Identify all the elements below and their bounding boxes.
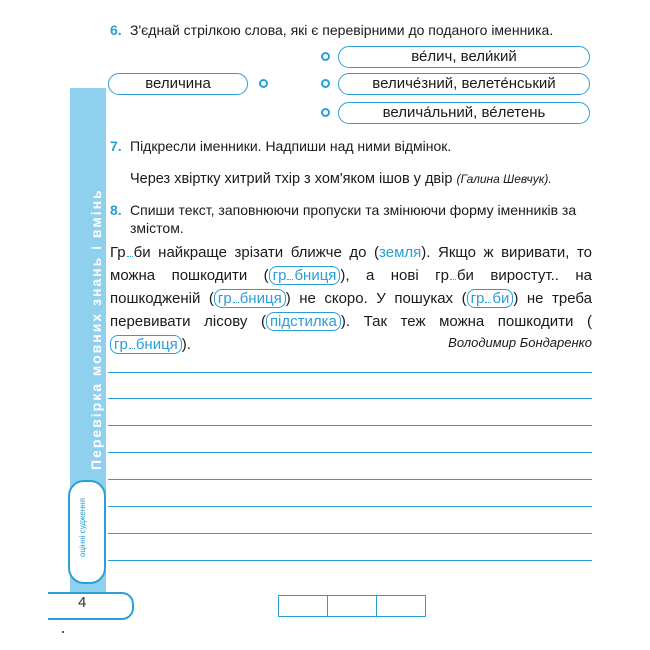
task7-author: (Галина Шевчук). xyxy=(456,172,552,186)
text-run: ), а нові гр xyxy=(340,267,449,284)
task6-option2-connector[interactable] xyxy=(321,79,330,88)
blank-gap[interactable] xyxy=(287,273,293,280)
text-run: би виростут.. на пошкодженій ( xyxy=(110,267,593,307)
task6-option3-connector[interactable] xyxy=(321,108,330,117)
blank-gap[interactable] xyxy=(129,342,135,349)
stray-dot xyxy=(62,631,64,633)
writing-line[interactable] xyxy=(108,425,592,426)
task7-text: Підкресли іменники. Надпиши над ними відмінок. xyxy=(130,138,452,154)
writing-line[interactable] xyxy=(108,506,592,507)
task6-option-1: ве́лич, вели́кий xyxy=(338,46,590,68)
page-number: 4 xyxy=(78,594,87,611)
score-cell[interactable] xyxy=(328,596,377,616)
writing-line[interactable] xyxy=(108,398,592,399)
hint-part: гр xyxy=(470,290,485,307)
hint-part: бниця xyxy=(135,336,178,353)
task6-left-word: величина xyxy=(108,73,248,95)
text-run: Гр xyxy=(110,244,126,261)
task7-sentence: Через хвіртку хитрий тхір з хом'яком ішов у двір xyxy=(130,171,453,187)
score-cell[interactable] xyxy=(279,596,328,616)
text-run: ). Так теж можна пошкодити ( xyxy=(340,313,592,330)
task6-number: 6. xyxy=(110,22,122,38)
hint-part: гр xyxy=(272,267,287,284)
text-run: ). xyxy=(181,336,191,353)
text-run: би найкраще зрізати ближче до ( xyxy=(133,244,380,261)
writing-line[interactable] xyxy=(108,560,592,561)
sidebar-title: Перевірка мовних знань і вмінь xyxy=(88,188,104,470)
task6-option1-connector[interactable] xyxy=(321,52,330,61)
hint-part: гр xyxy=(114,336,128,353)
task6-option-2: величе́зний, велете́нський xyxy=(338,73,590,95)
writing-line[interactable] xyxy=(108,479,592,480)
sidebar-tab-label: оцінні судження xyxy=(78,498,87,558)
hint-part: би xyxy=(492,290,510,307)
writing-line[interactable] xyxy=(108,372,592,373)
task8-number: 8. xyxy=(110,202,122,218)
task6-option-3: велича́льний, ве́летень xyxy=(338,102,590,124)
hint-word: підстилка xyxy=(269,313,337,330)
page-number-box xyxy=(48,592,134,620)
hint-part: бниця xyxy=(239,290,282,307)
hint-part: бниця xyxy=(294,267,337,284)
writing-line[interactable] xyxy=(108,452,592,453)
task7-sentence-line xyxy=(130,170,552,188)
text-run: ) не треба перевивати лісову ( xyxy=(110,290,593,330)
task8-author: Володимир Бондаренко xyxy=(448,335,592,350)
score-cell[interactable] xyxy=(377,596,425,616)
blank-gap[interactable] xyxy=(127,250,133,257)
blank-gap[interactable] xyxy=(450,273,456,280)
text-run: ). Якщо ж виривати, то можна пошкодити ( xyxy=(110,244,592,284)
task6-text: З'єднай стрілкою слова, які є перевірними до поданого іменника. xyxy=(130,22,554,38)
task8-text: Спиши текст, заповнюючи пропуски та змінюючи форму іменників за змістом. xyxy=(130,202,577,236)
writing-line[interactable] xyxy=(108,533,592,534)
blank-gap[interactable] xyxy=(233,296,239,303)
hint-part: гр xyxy=(217,290,232,307)
score-grid[interactable] xyxy=(278,595,426,617)
text-run: ) не скоро. У пошуках ( xyxy=(285,290,467,307)
task6-left-connector[interactable] xyxy=(259,79,268,88)
task7-number: 7. xyxy=(110,138,122,154)
blank-gap[interactable] xyxy=(485,296,491,303)
hint-word: земля xyxy=(379,244,422,261)
